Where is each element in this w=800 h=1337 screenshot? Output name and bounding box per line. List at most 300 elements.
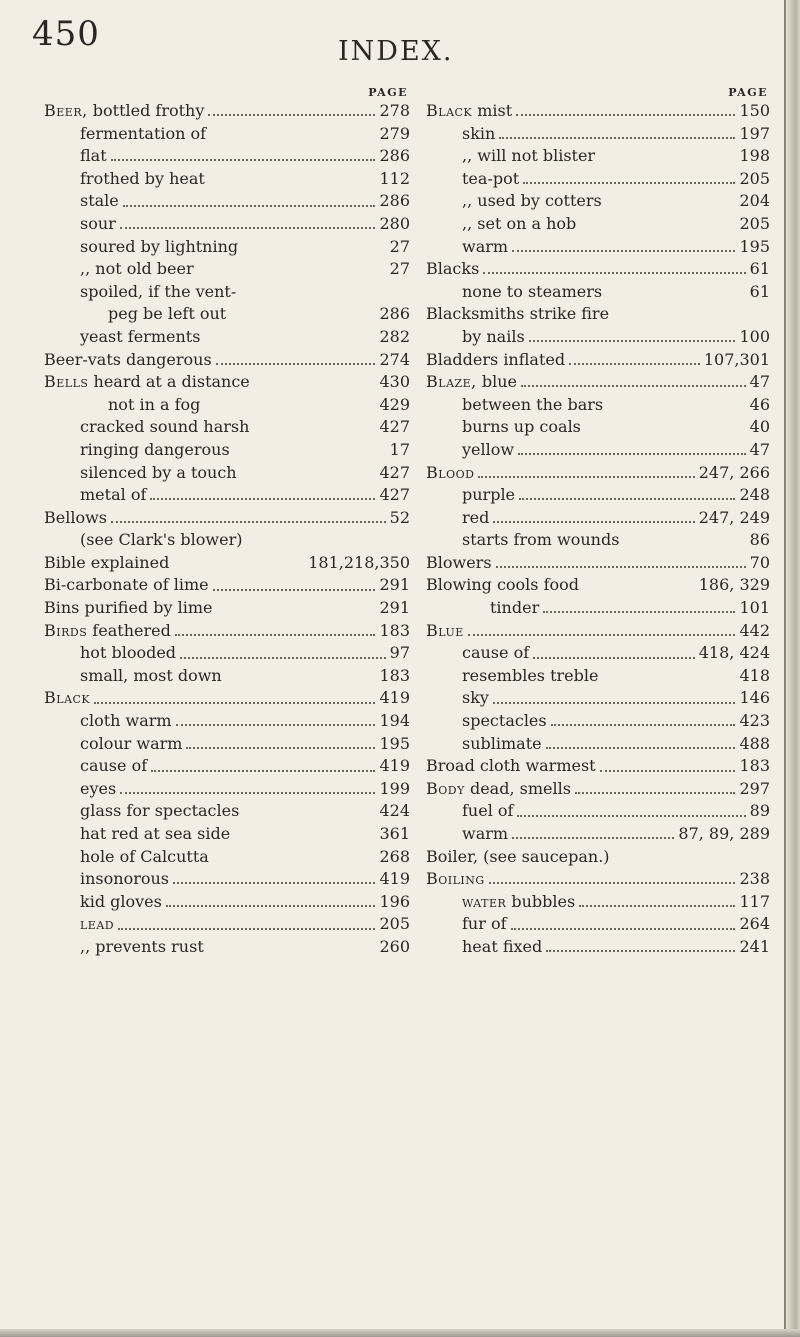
page-reference: 198 (739, 146, 770, 166)
page-reference: 286 (379, 304, 410, 324)
index-term (426, 303, 609, 326)
index-term (80, 778, 116, 801)
index-heading-word: Black (44, 688, 91, 708)
page-reference: 423 (739, 711, 770, 731)
index-entry (426, 190, 770, 213)
index-heading-word: Birds (44, 620, 88, 640)
index-term-text: red (462, 507, 490, 527)
index-entry (44, 281, 410, 304)
page-reference: 429 (379, 394, 410, 414)
index-term (80, 642, 176, 665)
index-entry (426, 281, 770, 304)
dot-leader (468, 626, 736, 636)
index-term-text: colour warm (80, 733, 183, 753)
index-term (462, 891, 575, 914)
page-reference: 280 (379, 213, 410, 233)
index-term-text: Blowing cools food (426, 575, 580, 595)
index-entry (426, 484, 770, 507)
dot-leader (489, 874, 736, 884)
index-entry (426, 665, 770, 688)
dot-leader (579, 897, 735, 907)
index-entry (426, 100, 770, 123)
index-term-text: warm (462, 824, 509, 843)
page-reference: 286 (379, 146, 410, 166)
index-term-text: mist (472, 101, 513, 120)
index-term-text: ,, set on a hob (462, 213, 577, 233)
column-page-label: PAGE (368, 86, 408, 99)
index-term (108, 394, 200, 417)
dot-leader (511, 920, 736, 930)
index-term (426, 462, 474, 485)
index-term-text: (see Clark's blower) (80, 530, 243, 550)
index-entry (44, 733, 410, 756)
index-term (462, 145, 595, 168)
index-term-text: none to steamers (462, 281, 603, 301)
page-reference: 247, 249 (698, 507, 770, 527)
index-term-text: between the bars (462, 394, 604, 414)
index-entry (426, 416, 770, 439)
dot-leader (512, 829, 674, 839)
index-heading-word: Bells (44, 372, 89, 392)
page-reference: 61 (749, 259, 770, 279)
dot-leader (521, 377, 746, 387)
index-entry (44, 439, 410, 462)
index-entry (426, 258, 770, 281)
index-term (426, 755, 596, 778)
index-term (462, 484, 515, 507)
page-reference: 97 (389, 643, 410, 663)
index-term-text: Blacksmiths strike fire (426, 304, 610, 324)
index-term-text: fermentation of (80, 123, 207, 143)
index-entry (44, 778, 410, 801)
page-reference: 268 (379, 846, 410, 866)
index-entry (44, 258, 410, 281)
dot-leader (519, 490, 735, 500)
index-entry (44, 800, 410, 823)
index-term (44, 552, 169, 575)
dot-leader (111, 151, 376, 161)
index-column-left (44, 86, 410, 959)
index-term (426, 371, 517, 394)
index-term-text: by nails (462, 326, 525, 346)
dot-leader (151, 762, 375, 772)
page-reference: 427 (379, 485, 410, 505)
dot-leader (517, 807, 745, 817)
index-term (426, 349, 565, 372)
index-entry (44, 236, 410, 259)
index-term (80, 823, 230, 846)
index-term (80, 484, 146, 507)
index-term (44, 349, 212, 372)
index-term (462, 529, 619, 552)
dot-leader (208, 106, 375, 116)
index-term (80, 258, 194, 281)
index-term-text: sky (462, 688, 489, 708)
dot-leader (123, 197, 376, 207)
index-term-text: heat fixed (462, 936, 543, 956)
index-entry (426, 145, 770, 168)
dot-leader (546, 942, 735, 952)
index-column-right (426, 86, 770, 959)
dot-leader (120, 784, 375, 794)
index-entry (426, 371, 770, 394)
page-reference: 247, 266 (698, 462, 770, 482)
index-entry (44, 303, 410, 326)
page-reference: 488 (739, 733, 770, 753)
index-term-text: sour (80, 213, 116, 233)
index-term-text: Broad cloth warmest (426, 756, 596, 776)
dot-leader (569, 355, 700, 365)
index-entry (44, 190, 410, 213)
index-entry (426, 439, 770, 462)
index-term (80, 891, 162, 914)
page-reference: 183 (739, 756, 770, 776)
index-heading-word: water (462, 891, 507, 911)
index-entry (44, 868, 410, 891)
index-entry (44, 710, 410, 733)
page-reference: 419 (379, 756, 410, 776)
dot-leader (118, 920, 375, 930)
index-entry (44, 145, 410, 168)
index-entry (426, 597, 770, 620)
index-term (426, 868, 485, 891)
dot-leader (523, 174, 735, 184)
index-term-text: glass for spectacles (80, 801, 240, 821)
dot-leader (516, 106, 735, 116)
index-term (80, 755, 147, 778)
index-term-text: Boiler, (see saucepan.) (426, 846, 610, 866)
index-entry (44, 620, 410, 643)
index-term (462, 439, 514, 462)
index-entry (426, 326, 770, 349)
page-reference: 291 (379, 575, 410, 595)
page-reference: 278 (379, 101, 410, 120)
index-term-text: silenced by a touch (80, 462, 237, 482)
index-term (80, 800, 239, 823)
index-term-text: hole of Calcutta (80, 846, 209, 866)
dot-leader (493, 513, 694, 523)
index-entry (426, 394, 770, 417)
dot-leader (546, 739, 736, 749)
index-entry (44, 416, 410, 439)
index-term (80, 190, 119, 213)
index-term (44, 100, 204, 123)
index-term (462, 823, 508, 846)
index-term-text: metal of (80, 485, 147, 505)
page-reference: 205 (739, 213, 770, 233)
page-reference: 419 (379, 688, 410, 708)
index-entry (426, 733, 770, 756)
page-reference: 427 (379, 417, 410, 437)
index-heading-word: Beer, (44, 101, 88, 120)
dot-leader (478, 468, 694, 478)
index-term-text: flat (80, 146, 107, 166)
index-heading-word: Blaze, (426, 372, 477, 392)
index-term-text: spoiled, if the vent- (80, 281, 237, 301)
index-term-text: burns up coals (462, 417, 581, 437)
index-term (462, 913, 507, 936)
page-reference: 87, 89, 289 (678, 824, 770, 843)
index-entry (44, 484, 410, 507)
index-term-text: hot blooded (80, 643, 177, 663)
dot-leader (499, 129, 735, 139)
index-term (80, 868, 169, 891)
index-term-text: Bladders inflated (426, 349, 566, 369)
index-term-text: ringing dangerous (80, 439, 230, 459)
index-entry (426, 349, 770, 372)
index-term-text: dead, smells (464, 778, 571, 798)
index-term (80, 326, 200, 349)
page-reference: 150 (739, 101, 770, 120)
dot-leader (94, 694, 375, 704)
index-entry (426, 574, 770, 597)
index-term (44, 507, 107, 530)
index-term (426, 778, 571, 801)
index-term (426, 620, 464, 643)
page-reference: 291 (379, 598, 410, 618)
index-term (80, 168, 205, 191)
index-term (462, 236, 508, 259)
index-entry (426, 687, 770, 710)
dot-leader (150, 490, 375, 500)
index-term (108, 303, 226, 326)
page-reference: 286 (379, 191, 410, 211)
index-term-text: bubbles (506, 891, 576, 911)
index-term (462, 281, 602, 304)
index-entry (44, 394, 410, 417)
index-term (490, 597, 539, 620)
dot-leader (529, 332, 736, 342)
page-reference: 146 (739, 688, 770, 708)
index-term (462, 190, 602, 213)
index-term-text: insonorous (80, 869, 169, 889)
index-term (44, 620, 171, 643)
index-term (80, 462, 237, 485)
dot-leader (533, 649, 695, 659)
index-term-text: kid gloves (80, 891, 162, 911)
index-term-text: warm (462, 236, 509, 256)
dot-leader (483, 264, 745, 274)
index-term-text: Beer-vats dangerous (44, 349, 212, 369)
index-term-text: skin (462, 123, 496, 143)
index-term-text: spectacles (462, 711, 547, 731)
index-entry (426, 213, 770, 236)
page-edge-right (784, 0, 800, 1337)
index-entry (426, 891, 770, 914)
index-term-text: soured by lightning (80, 236, 239, 256)
page-reference: 418 (739, 665, 770, 685)
index-term-text: yellow (462, 439, 515, 459)
page-reference: 418, 424 (698, 643, 770, 663)
index-term-text: Bible explained (44, 552, 170, 572)
index-term (462, 733, 542, 756)
index-entry (426, 620, 770, 643)
index-term-text: bottled frothy (87, 101, 205, 120)
page-reference: 195 (379, 733, 410, 753)
index-entry (426, 529, 770, 552)
index-entry (44, 687, 410, 710)
index-entry (44, 349, 410, 372)
dot-leader (518, 445, 746, 455)
index-term-text: starts from wounds (462, 530, 620, 550)
page-reference: 52 (389, 507, 410, 527)
index-term-text: not in a fog (108, 394, 201, 414)
page-reference: 40 (749, 417, 770, 437)
page-reference: 419 (379, 869, 410, 889)
dot-leader (120, 219, 376, 229)
dot-leader (175, 626, 376, 636)
running-head: INDEX. (338, 36, 454, 67)
index-term-text: hat red at sea side (80, 824, 231, 843)
index-term-text: ,, prevents rust (80, 936, 204, 956)
index-entry (44, 913, 410, 936)
page-reference: 86 (749, 530, 770, 550)
index-term-text: Bins purified by lime (44, 598, 213, 618)
index-term-text: stale (80, 191, 119, 211)
index-entry (426, 236, 770, 259)
index-entry (426, 642, 770, 665)
index-term-text: feathered (87, 620, 171, 640)
index-heading-word: Body (426, 778, 465, 798)
index-entry (426, 800, 770, 823)
page-reference: 183 (379, 620, 410, 640)
index-term (462, 168, 519, 191)
index-term-text: tinder (490, 598, 540, 618)
page-reference: 282 (379, 326, 410, 346)
index-term (80, 281, 236, 304)
dot-leader (176, 716, 376, 726)
index-term-text: tea-pot (462, 168, 520, 188)
index-heading-word: Blue (426, 620, 464, 640)
page-reference: 197 (739, 123, 770, 143)
index-term-text: purple (462, 485, 516, 505)
index-entry (44, 100, 410, 123)
page-reference: 260 (379, 936, 410, 956)
index-entry (426, 755, 770, 778)
index-entry (44, 823, 410, 846)
index-term-text: Bi-carbonate of lime (44, 575, 209, 595)
index-entry (426, 710, 770, 733)
page-reference: 117 (739, 891, 770, 911)
index-term (462, 326, 525, 349)
dot-leader (186, 739, 375, 749)
index-entry (44, 123, 410, 146)
page-edge-bottom (0, 1329, 800, 1337)
index-term (462, 710, 547, 733)
page-reference: 17 (389, 439, 410, 459)
index-term (80, 665, 222, 688)
index-term (462, 936, 542, 959)
index-term (44, 597, 213, 620)
index-term (462, 687, 489, 710)
page-reference: 107,301 (703, 349, 770, 369)
index-entry (44, 574, 410, 597)
page-reference: 194 (379, 711, 410, 731)
index-term-text: frothed by heat (80, 168, 205, 188)
dot-leader (180, 649, 386, 659)
index-term (80, 213, 116, 236)
dot-leader (543, 603, 735, 613)
page-reference: 199 (379, 778, 410, 798)
index-term (462, 123, 495, 146)
page-reference: 196 (379, 891, 410, 911)
index-term (80, 236, 238, 259)
index-term (426, 846, 610, 869)
index-term (80, 710, 172, 733)
page-reference: 61 (749, 281, 770, 301)
index-entry (426, 846, 770, 869)
page-reference: 424 (379, 801, 410, 821)
dot-leader (496, 558, 746, 568)
page-reference: 195 (739, 236, 770, 256)
index-term-text: peg be left out (108, 304, 227, 324)
index-term-text: heard at a distance (88, 372, 250, 392)
index-entry (426, 462, 770, 485)
index-term-text: Blacks (426, 259, 480, 279)
index-term-text: small, most down (80, 665, 222, 685)
index-term (80, 936, 204, 959)
index-term-text: eyes (80, 778, 117, 798)
index-entry (426, 552, 770, 575)
page-reference: 361 (379, 824, 410, 843)
index-term-text: cracked sound harsh (80, 417, 250, 437)
page-reference: 297 (739, 778, 770, 798)
index-entry (426, 823, 770, 846)
index-term (426, 258, 479, 281)
page-reference: 70 (749, 552, 770, 572)
index-term (80, 529, 242, 552)
index-entry (44, 891, 410, 914)
dot-leader (512, 242, 735, 252)
index-term-text: fuel of (462, 801, 514, 821)
index-term (44, 574, 209, 597)
index-term-text: ,, used by cotters (462, 191, 602, 211)
index-term-text: Blowers (426, 552, 492, 572)
index-term (462, 665, 598, 688)
index-term (44, 687, 90, 710)
index-entry (44, 529, 410, 552)
index-term (462, 213, 576, 236)
index-term-text: ,, will not blister (462, 146, 596, 166)
index-term (426, 552, 492, 575)
index-term-text: blue (476, 372, 517, 392)
index-term-text: fur of (462, 914, 507, 934)
page-reference: 204 (739, 191, 770, 211)
index-term (80, 846, 209, 869)
page-reference: 205 (379, 914, 410, 934)
index-term (80, 733, 182, 756)
index-entry (426, 123, 770, 146)
page-reference: 101 (739, 598, 770, 618)
page-reference: 47 (749, 439, 770, 459)
index-entry (426, 168, 770, 191)
index-term-text: cause of (80, 756, 148, 776)
index-entry (44, 755, 410, 778)
page-reference: 427 (379, 462, 410, 482)
index-heading-word: Boiling (426, 869, 485, 889)
index-term (80, 439, 230, 462)
index-entry (426, 868, 770, 891)
index-term-text: Bellows (44, 507, 107, 527)
page-number: 450 (32, 14, 100, 54)
page-reference: 27 (389, 259, 410, 279)
column-page-label: PAGE (728, 86, 768, 99)
index-heading-word: Black (426, 101, 473, 120)
index-term (80, 123, 206, 146)
page-reference: 430 (379, 372, 410, 392)
page-reference: 181,218,350 (308, 552, 410, 572)
index-entry (44, 462, 410, 485)
